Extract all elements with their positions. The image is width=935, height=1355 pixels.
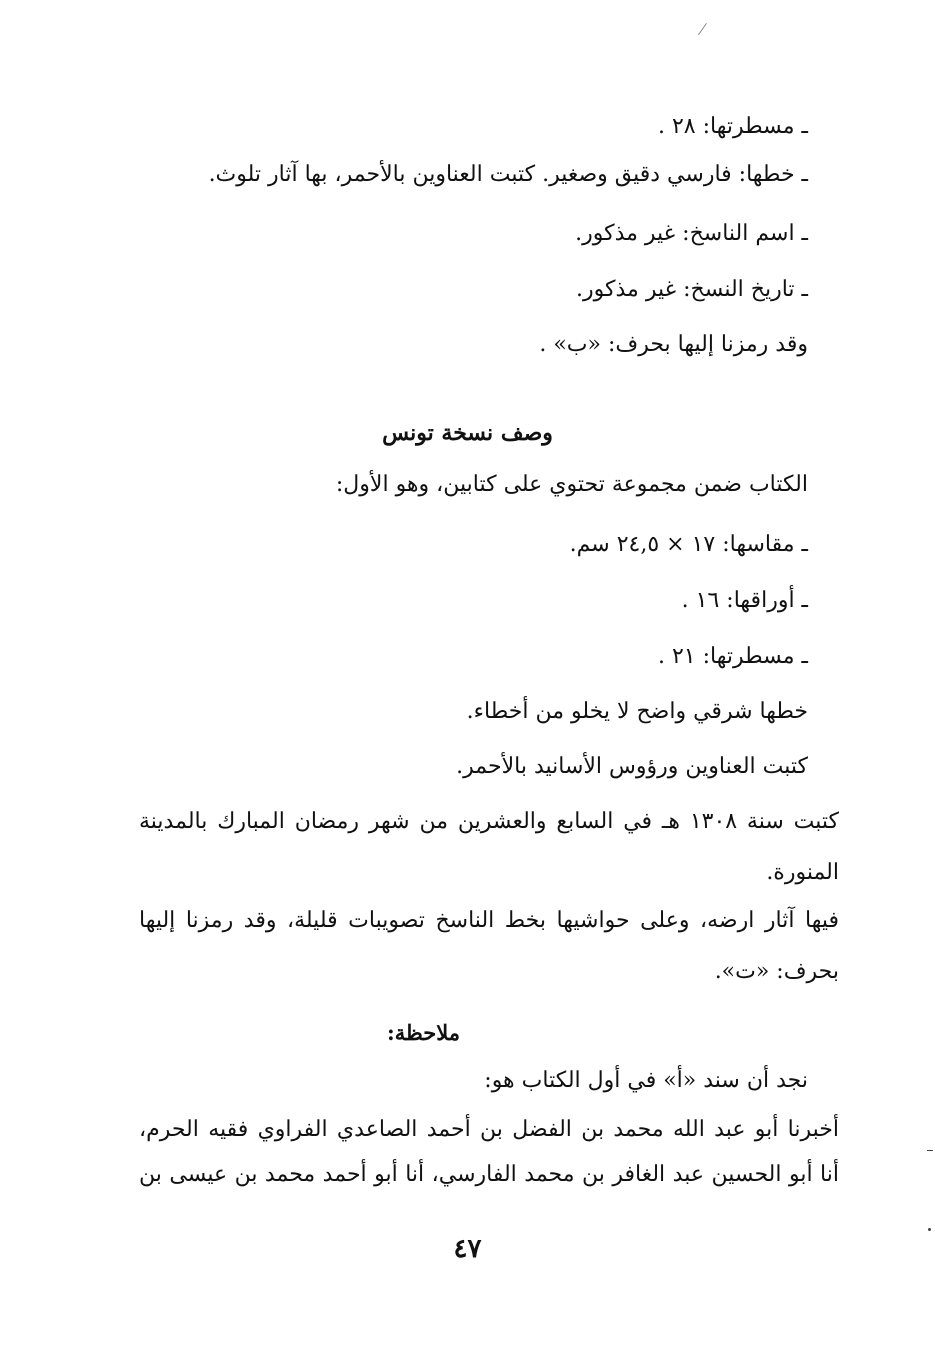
scan-speck	[928, 1228, 931, 1231]
text-line: ـ أوراقها: ١٦ .	[681, 588, 808, 613]
text-line: بحرف: «ت».	[714, 959, 839, 984]
text-line: ـ مقاسها: ١٧ × ٢٤,٥ سم.	[569, 532, 808, 557]
text-line: المنورة.	[766, 860, 839, 885]
text-line: ـ خطها: فارسي دقيق وصغير. كتبت العناوين بالأحمر، بها آثار تلوث.	[208, 162, 808, 187]
text-line: وقد رمزنا إليها بحرف: «ب» .	[539, 332, 808, 357]
text-line: كتبت العناوين ورؤوس الأسانيد بالأحمر.	[456, 754, 808, 779]
text-line: فيها آثار ارضه، وعلى حواشيها بخط الناسخ تصويبات قليلة، وقد رمزنا إليها	[139, 908, 839, 933]
text-line: ـ مسطرتها: ٢٨ .	[657, 114, 808, 139]
scan-speck	[698, 23, 707, 35]
text-line: خطها شرقي واضح لا يخلو من أخطاء.	[466, 699, 808, 724]
text-line: ـ اسم الناسخ: غير مذكور.	[575, 221, 808, 246]
text-line: الكتاب ضمن مجموعة تحتوي على كتابين، وهو الأول:	[335, 472, 808, 497]
page-number: ٤٧	[453, 1234, 482, 1264]
text-line: أخبرنا أبو عبد الله محمد بن الفضل بن أحمد الصاعدي الفراوي فقيه الحرم،	[139, 1117, 839, 1142]
scan-speck	[927, 1150, 933, 1151]
note-heading: ملاحظة:	[387, 1020, 460, 1045]
text-line: ـ تاريخ النسخ: غير مذكور.	[576, 277, 808, 302]
text-line: نجد أن سند «أ» في أول الكتاب هو:	[484, 1068, 808, 1093]
section-heading: وصف نسخة تونس	[382, 420, 553, 446]
text-line: أنا أبو الحسين عبد الغافر بن محمد الفارسي، أنا أبو أحمد محمد بن عيسى بن	[139, 1162, 839, 1187]
text-line: كتبت سنة ١٣٠٨ هـ في السابع والعشرين من شهر رمضان المبارك بالمدينة	[139, 809, 840, 834]
text-line: ـ مسطرتها: ٢١ .	[657, 644, 808, 669]
